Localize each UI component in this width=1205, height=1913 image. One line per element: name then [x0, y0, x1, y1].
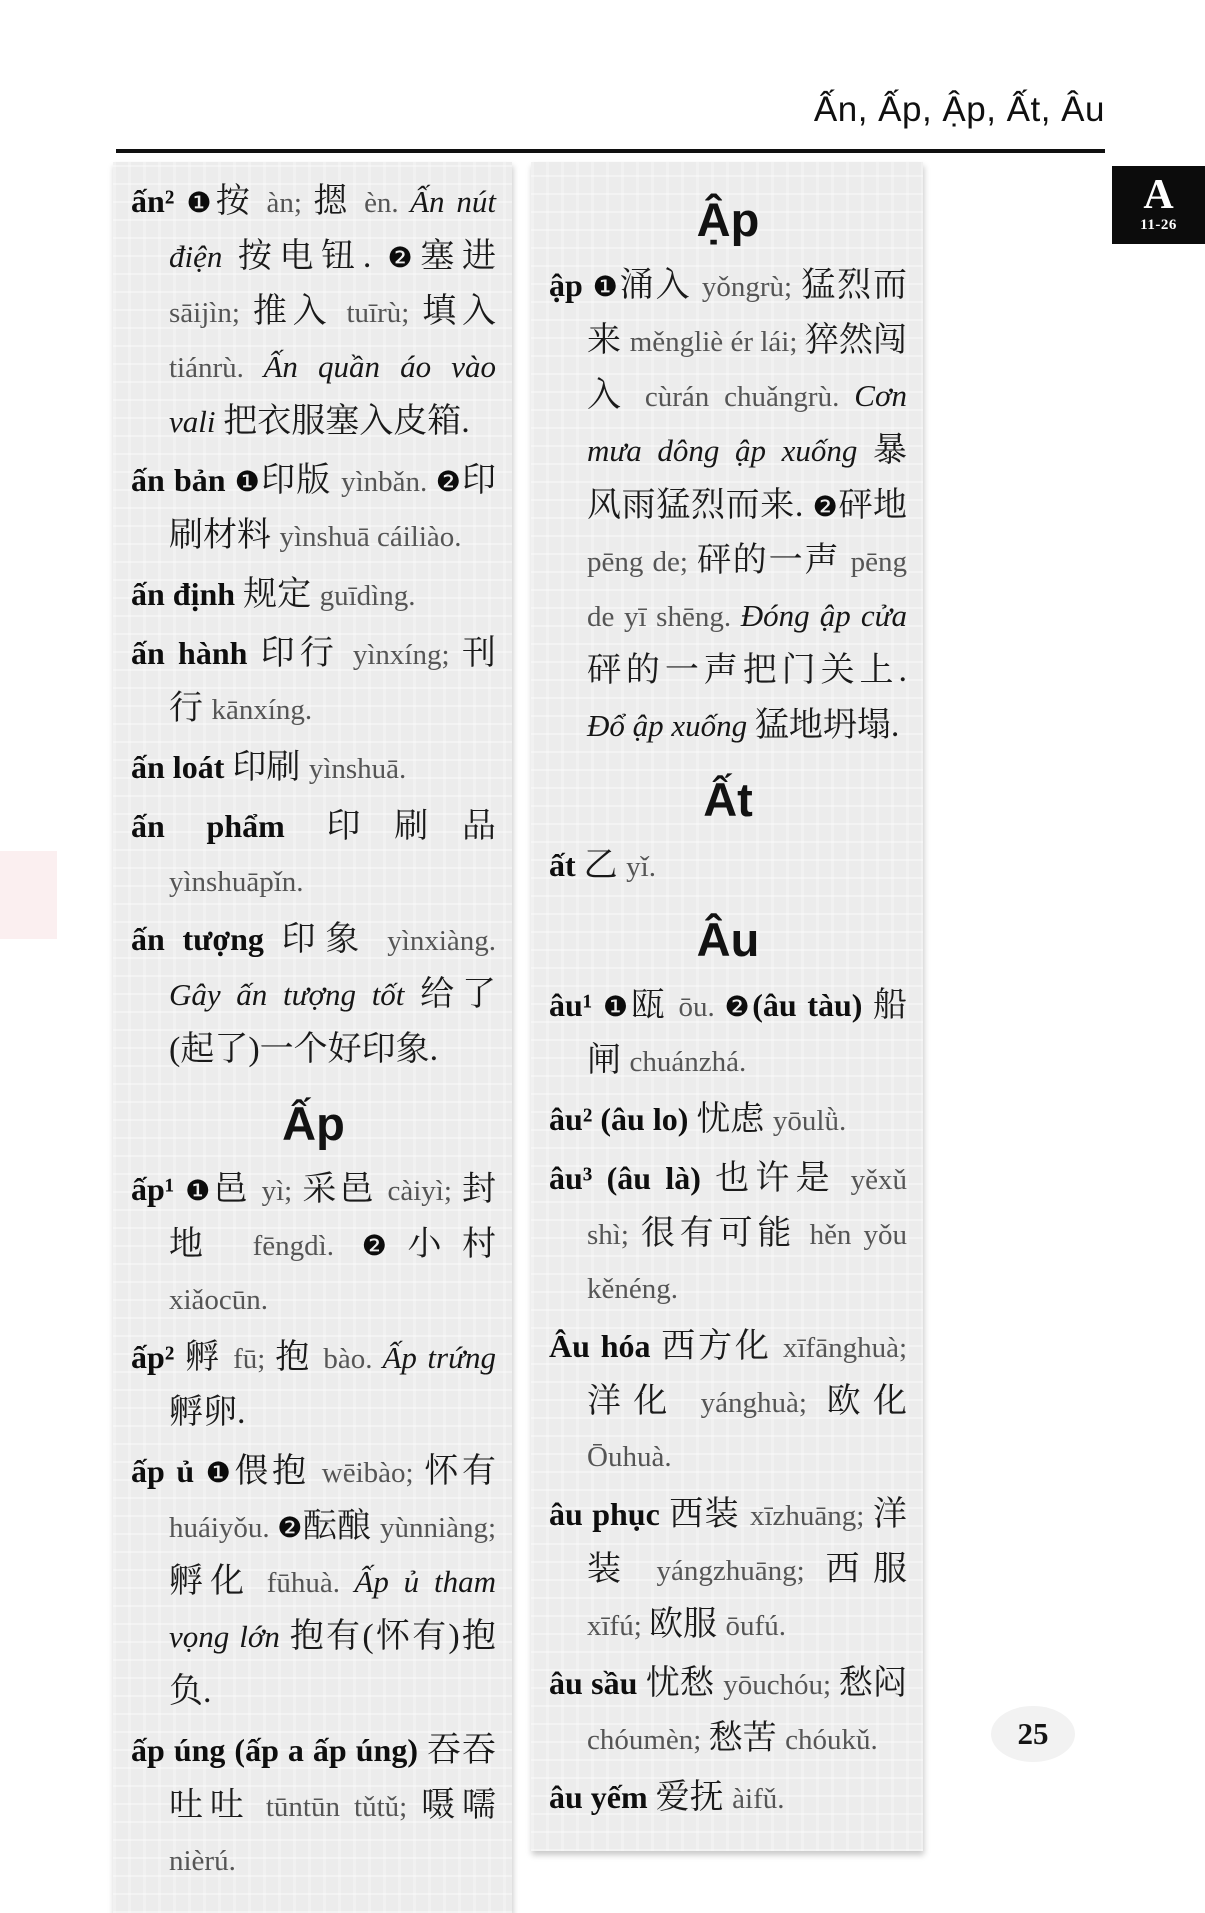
- header-rule: [116, 149, 1105, 153]
- chinese-text: 吞吞吐吐: [169, 1732, 496, 1824]
- running-head: Ấn, Ấp, Ập, Ất, Âu: [813, 90, 1105, 129]
- entry-ap-2: [131, 1330, 496, 1441]
- headword: ấn tượng: [131, 921, 282, 957]
- chinese-text: 印刷品: [326, 808, 497, 845]
- pinyin-text: xiǎocūn.: [169, 1284, 269, 1316]
- pinyin-text: yìnshuā.: [308, 753, 407, 785]
- pinyin-text: tūntūn tǔtǔ;: [265, 1791, 422, 1823]
- headword: ấp ủ: [131, 1453, 206, 1489]
- pinyin-text: pēng de yī shēng.: [587, 546, 907, 633]
- chinese-text: 印版: [261, 462, 342, 499]
- entry-au-1: [549, 978, 907, 1089]
- dictionary-column-left: [113, 162, 512, 1913]
- headword: âu sầu: [549, 1665, 646, 1701]
- pinyin-text: ōu.: [678, 991, 725, 1023]
- chinese-text: 小村: [407, 1226, 497, 1263]
- chinese-text: 砰地: [838, 487, 908, 524]
- chinese-text: 猝然闯入: [587, 322, 907, 414]
- chinese-text: 欧服: [649, 1606, 726, 1643]
- chinese-text: 印刷材料: [169, 462, 497, 554]
- headword: ất: [549, 847, 584, 883]
- sense-marker: ❷: [277, 1511, 303, 1544]
- headword: Âu hóa: [549, 1328, 662, 1364]
- pinyin-text: yǐ.: [626, 851, 656, 883]
- chinese-text: 欧化: [826, 1383, 908, 1420]
- headword: âu yếm: [549, 1779, 656, 1815]
- chinese-text: 印刷: [232, 749, 309, 786]
- entry-an-loat: [131, 740, 496, 796]
- pinyin-text: yùnniàng;: [380, 1512, 497, 1544]
- pinyin-text: pēng de;: [587, 546, 697, 578]
- example-vietnamese: Gây ấn tượng tốt: [169, 977, 421, 1012]
- pinyin-text: yìnbǎn.: [341, 466, 436, 498]
- thumb-tab-range: 11-26: [1140, 217, 1177, 234]
- pinyin-text: yì;: [261, 1175, 303, 1207]
- entry-au-phuc: [549, 1487, 907, 1653]
- pinyin-text: yǒngrù;: [701, 271, 802, 303]
- chinese-text: 忧虑: [696, 1101, 773, 1138]
- entry-an-hanh: [131, 626, 496, 737]
- headword: ấn hành: [131, 635, 261, 671]
- entry-an-tuong: [131, 912, 496, 1078]
- sense-marker: ❶: [205, 1456, 235, 1489]
- pinyin-text: èn.: [364, 187, 411, 219]
- entry-au-2: [549, 1092, 907, 1148]
- chinese-text: 乙: [583, 847, 627, 884]
- sense-marker: ❷: [724, 990, 753, 1023]
- chinese-text: 摁: [313, 183, 365, 220]
- pinyin-text: yìnxiàng.: [387, 925, 497, 957]
- headword: ấp²: [131, 1339, 186, 1375]
- pinyin-text: tuīrù;: [346, 297, 423, 329]
- chinese-text: 船闸: [587, 987, 908, 1079]
- page-number-badge: [991, 1706, 1075, 1762]
- chinese-text: 砰的一声: [696, 542, 851, 579]
- headword: ấn phẩm: [131, 808, 327, 844]
- pinyin-text: yōulǜ.: [772, 1105, 847, 1137]
- headword: ấn định: [131, 576, 244, 612]
- chinese-text: 猛烈而来: [587, 267, 907, 359]
- sense-marker: ❶: [592, 270, 620, 303]
- pinyin-text: měngliè ér lái;: [629, 326, 805, 358]
- pinyin-text: hěn yǒu kěnéng.: [587, 1219, 908, 1305]
- headword: âu¹: [549, 987, 603, 1023]
- sense-marker: ❷: [812, 490, 839, 523]
- example-vietnamese: Ấn quần áo vào vali: [169, 349, 496, 439]
- chinese-text: 塞进: [420, 238, 497, 275]
- pinyin-text: yìnshuā cáiliào.: [279, 521, 462, 553]
- chinese-text: 砰的一声把门关上.: [587, 652, 907, 689]
- pinyin-text: huáiyǒu.: [169, 1512, 278, 1544]
- example-vietnamese: Đổ ập xuống: [587, 708, 755, 743]
- thumb-tab-letter: A: [1143, 171, 1174, 218]
- pinyin-text: yángzhuāng;: [656, 1555, 826, 1587]
- chinese-text: 孵: [185, 1339, 234, 1376]
- pinyin-text: yōuchóu;: [723, 1669, 839, 1701]
- chinese-text: 西方化: [661, 1328, 783, 1365]
- chinese-text: 也许是: [715, 1160, 851, 1197]
- headword: ập: [549, 267, 593, 303]
- pinyin-text: ōufú.: [725, 1610, 786, 1642]
- chinese-text: 孵卵.: [169, 1394, 246, 1431]
- chinese-text: 瓯: [630, 987, 679, 1024]
- entry-ap-1: [131, 1162, 496, 1327]
- chinese-text: 抱有(怀有)抱负.: [169, 1618, 496, 1710]
- section-heading-ap-dot: Ập: [696, 193, 760, 246]
- thumb-tab-a: [1112, 166, 1205, 244]
- chinese-text: 爱抚: [655, 1779, 733, 1816]
- example-vietnamese: Cơn mưa dông ập xuống: [587, 378, 907, 468]
- sense-marker: ❶: [185, 1174, 214, 1207]
- pinyin-text: guīdìng.: [319, 580, 416, 612]
- pinyin-text: xīfānghuà;: [782, 1332, 907, 1364]
- headword: ấn bản: [131, 462, 235, 498]
- example-vietnamese: Ấn nút điện: [169, 184, 496, 274]
- pinyin-text: Ōuhuà.: [587, 1441, 672, 1473]
- sense-marker: ❷: [387, 241, 421, 274]
- pinyin-text: yánghuà;: [700, 1387, 827, 1419]
- pinyin-text: kānxíng.: [211, 694, 313, 726]
- example-vietnamese: Ấp trứng: [382, 1340, 497, 1375]
- chinese-text: 洋装: [587, 1496, 908, 1588]
- chinese-text: 很有可能: [640, 1215, 810, 1252]
- sense-marker: ❷: [361, 1229, 408, 1262]
- sense-marker: ❶: [186, 186, 216, 219]
- pinyin-text: àifǔ.: [732, 1783, 785, 1815]
- pinyin-text: yìnxíng;: [352, 639, 463, 671]
- chinese-text: 忧愁: [645, 1665, 724, 1702]
- example-vietnamese: Đóng ập cửa: [740, 598, 907, 633]
- pinyin-text: bào.: [323, 1343, 383, 1375]
- headword: ấp¹: [131, 1171, 186, 1207]
- chinese-text: 洋化: [587, 1383, 701, 1420]
- pinyin-text: càiyì;: [387, 1175, 463, 1207]
- chinese-text: 酝酿: [302, 1508, 381, 1545]
- entry-an-dinh: [131, 567, 496, 623]
- chinese-text: 嗫嚅: [421, 1787, 497, 1824]
- entry-ap-u: [131, 1444, 496, 1720]
- chinese-text: 填入: [422, 293, 497, 330]
- headword: ấn loát: [131, 749, 233, 785]
- pinyin-text: yìnshuāpǐn.: [169, 866, 304, 898]
- chinese-text: 按: [215, 183, 267, 220]
- chinese-text: 把衣服塞入皮箱.: [223, 403, 470, 440]
- entry-ap: [549, 258, 907, 754]
- chinese-text: 西装: [669, 1496, 750, 1533]
- pinyin-text: sāijìn;: [169, 297, 253, 329]
- section-heading-au: Âu: [696, 913, 760, 966]
- pinyin-text: cùrán chuǎngrù.: [644, 381, 855, 413]
- sense-marker: ❶: [603, 990, 631, 1023]
- pinyin-text: xīzhuāng;: [749, 1500, 874, 1532]
- chinese-text: 印象: [281, 921, 388, 958]
- pinyin-text: tiánrù.: [169, 352, 264, 384]
- chinese-text: 西服: [825, 1551, 908, 1588]
- headword: (âu tàu): [752, 987, 874, 1023]
- chinese-text: 抱: [275, 1339, 324, 1376]
- headword: ấp úng (ấp a ấp úng): [131, 1732, 427, 1768]
- chinese-text: 采邑: [302, 1171, 388, 1208]
- headword: ấn²: [131, 183, 187, 219]
- chinese-text: 暴风雨猛烈而来.: [587, 432, 907, 524]
- chinese-text: 封地: [169, 1171, 497, 1263]
- headword: âu phục: [549, 1496, 670, 1532]
- pinyin-text: fūhuà.: [266, 1567, 355, 1599]
- chinese-text: 印行: [260, 635, 353, 672]
- entry-an-pham: [131, 799, 496, 909]
- pinyin-text: wēibào;: [321, 1457, 425, 1489]
- pinyin-text: àn;: [266, 187, 314, 219]
- entry-an-ban: [131, 453, 496, 564]
- chinese-text: 怀有: [424, 1453, 497, 1490]
- chinese-text: 愁闷: [838, 1665, 908, 1702]
- sense-marker: ❷: [435, 465, 463, 498]
- dictionary-column-right: [531, 162, 923, 1851]
- chinese-text: 邑: [213, 1171, 262, 1208]
- pinyin-text: nièrú.: [169, 1845, 236, 1877]
- chinese-text: 涌入: [619, 267, 702, 304]
- chinese-text: 刊行: [169, 635, 497, 727]
- headword: âu² (âu lo): [549, 1101, 697, 1137]
- entry-at: [549, 838, 907, 894]
- chinese-text: 猛地坍塌.: [754, 707, 900, 744]
- headword: âu³ (âu là): [549, 1160, 716, 1196]
- entry-au-sau: [549, 1656, 907, 1767]
- section-heading-at: Ất: [703, 773, 753, 826]
- scan-artifact: [0, 851, 57, 939]
- example-vietnamese: Ấp ủ tham vọng lớn: [169, 1564, 497, 1654]
- pinyin-text: yěxǔ shì;: [587, 1164, 908, 1251]
- pinyin-text: fēngdì.: [252, 1230, 362, 1262]
- entry-au-yem: [549, 1770, 907, 1826]
- chinese-text: 给了(起了)一个好印象.: [169, 976, 497, 1068]
- pinyin-text: chuánzhá.: [629, 1046, 747, 1078]
- entry-an-2: [131, 174, 496, 450]
- pinyin-text: chóukǔ.: [785, 1724, 878, 1756]
- chinese-text: 推入: [252, 293, 347, 330]
- sense-marker: ❶: [234, 465, 262, 498]
- chinese-text: 规定: [243, 576, 320, 613]
- entry-au-hoa: [549, 1319, 907, 1484]
- chinese-text: 孵化: [169, 1563, 267, 1600]
- entry-au-3: [549, 1151, 907, 1316]
- chinese-text: 按电钮.: [237, 238, 388, 275]
- chinese-text: 愁苦: [708, 1720, 786, 1757]
- pinyin-text: chóumèn;: [587, 1724, 709, 1756]
- section-heading-ap-acute: Ấp: [282, 1097, 345, 1150]
- entry-ap-ung: [131, 1723, 496, 1888]
- page-number: 25: [1017, 1716, 1049, 1751]
- pinyin-text: xīfú;: [587, 1610, 650, 1642]
- pinyin-text: fū;: [233, 1343, 276, 1375]
- chinese-text: 偎抱: [234, 1453, 322, 1490]
